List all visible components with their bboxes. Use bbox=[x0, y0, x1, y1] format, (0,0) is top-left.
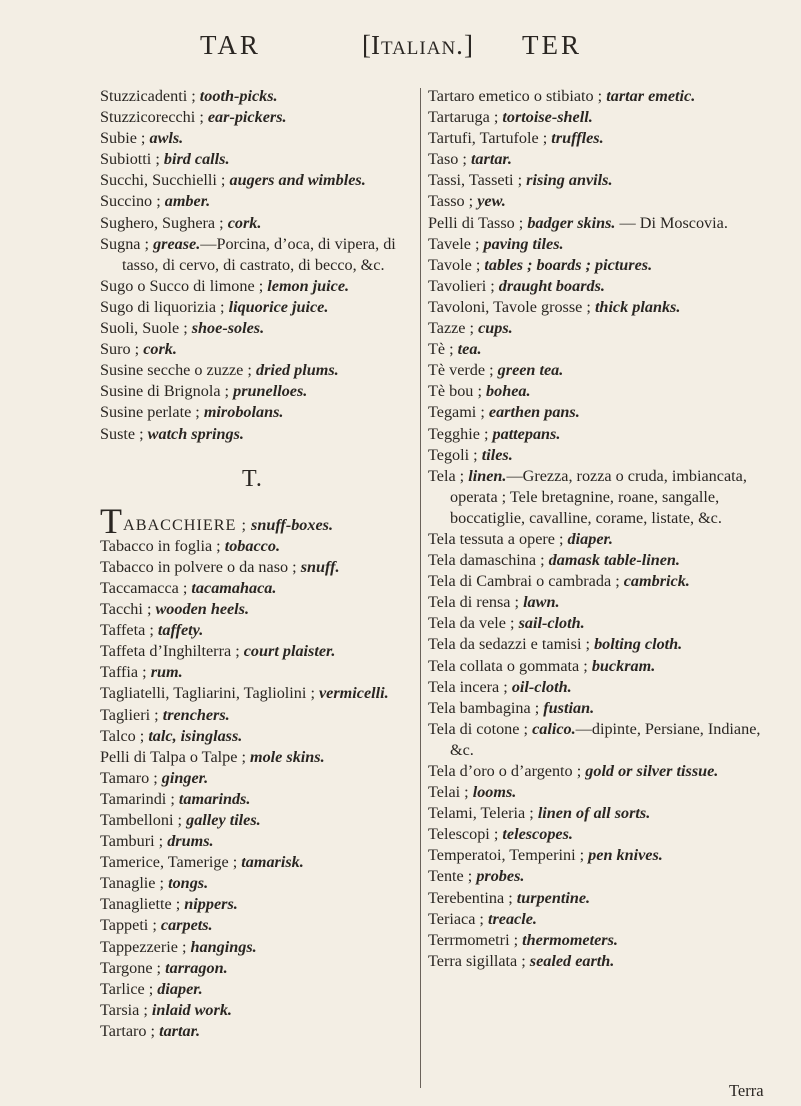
english-term: trenchers. bbox=[162, 705, 230, 724]
dictionary-entry bbox=[428, 529, 773, 550]
dictionary-entry bbox=[428, 445, 773, 466]
section-first-entry bbox=[100, 500, 405, 541]
english-term: turpentine. bbox=[516, 888, 591, 907]
english-term: sail-cloth. bbox=[518, 614, 585, 633]
italian-term: Succhi, Succhielli ; bbox=[100, 171, 226, 190]
italian-term: Sugo di liquorizia ; bbox=[100, 297, 225, 316]
english-term: pen knives. bbox=[588, 846, 663, 865]
header-right: TER bbox=[522, 30, 582, 60]
italian-term: Tela d’oro o d’argento ; bbox=[428, 762, 582, 780]
drop-cap: T bbox=[100, 500, 122, 541]
dictionary-entry bbox=[428, 656, 773, 677]
dictionary-entry bbox=[100, 213, 405, 234]
entry-note: —Porcina, d’oca, di vipera, di tasso, di cervo, di castrato, di becco, &c. bbox=[122, 234, 396, 274]
english-term: snuff. bbox=[300, 557, 340, 576]
dictionary-entry bbox=[100, 768, 405, 789]
dictionary-entry bbox=[428, 951, 773, 972]
dictionary-entry bbox=[428, 845, 773, 866]
italian-term: Suro ; bbox=[100, 340, 140, 359]
italian-term: Tappeti ; bbox=[100, 916, 157, 935]
dictionary-entry bbox=[100, 297, 405, 318]
english-term: rising anvils. bbox=[526, 171, 613, 190]
english-term: tartar emetic. bbox=[606, 87, 696, 105]
dictionary-entry bbox=[428, 170, 773, 191]
dictionary-entry bbox=[100, 810, 405, 831]
dictionary-entry bbox=[100, 86, 405, 107]
dictionary-entry bbox=[100, 958, 405, 979]
italian-term: Telami, Teleria ; bbox=[428, 804, 534, 823]
dictionary-entry bbox=[100, 191, 405, 212]
dictionary-entry bbox=[100, 170, 405, 191]
italian-term: Taffeta ; bbox=[100, 621, 154, 640]
english-term: amber. bbox=[164, 192, 211, 211]
english-term: tobacco. bbox=[224, 536, 281, 555]
catchword: Terra bbox=[729, 1081, 764, 1100]
italian-term: Tela collata o gommata ; bbox=[428, 656, 588, 675]
section-letter: T. bbox=[242, 465, 263, 492]
dictionary-entry bbox=[100, 128, 405, 149]
italian-term: Suoli, Suole ; bbox=[100, 319, 188, 338]
dictionary-entry bbox=[428, 255, 773, 276]
dictionary-entry bbox=[100, 578, 405, 599]
italian-term: Tanaglie ; bbox=[100, 874, 165, 893]
english-term: cork. bbox=[143, 340, 177, 359]
italian-term: Tavole ; bbox=[428, 255, 481, 274]
dictionary-entry bbox=[428, 424, 773, 445]
dictionary-entry bbox=[428, 339, 773, 360]
english-term: cups. bbox=[478, 319, 513, 338]
italian-term: Taccamacca ; bbox=[100, 578, 188, 597]
italian-term: Tartaro ; bbox=[100, 1021, 156, 1040]
dictionary-entry bbox=[428, 86, 773, 107]
italian-term: Sugna ; bbox=[100, 234, 150, 253]
dictionary-entry bbox=[100, 979, 405, 1000]
english-term: telescopes. bbox=[502, 825, 573, 844]
dictionary-entry bbox=[428, 466, 773, 529]
first-entry-english: snuff-boxes. bbox=[251, 515, 334, 534]
english-term: calico. bbox=[532, 719, 576, 738]
italian-term: Teriaca ; bbox=[428, 909, 484, 928]
english-term: draught boards. bbox=[498, 276, 605, 295]
italian-term: Tamaro ; bbox=[100, 768, 158, 787]
dictionary-entry bbox=[428, 402, 773, 423]
dictionary-entry bbox=[428, 634, 773, 655]
english-term: bohea. bbox=[486, 382, 531, 401]
italian-term: Tassi, Tasseti ; bbox=[428, 171, 523, 190]
italian-term: Tela bambagina ; bbox=[428, 698, 540, 717]
english-term: dried plums. bbox=[255, 361, 339, 380]
italian-term: Tabacco in polvere o da naso ; bbox=[100, 557, 297, 576]
english-term: augers and wimbles. bbox=[229, 171, 366, 190]
italian-term: Tabacco in foglia ; bbox=[100, 536, 221, 555]
italian-term: Stuzzicorecchi ; bbox=[100, 108, 204, 127]
dictionary-entry bbox=[100, 318, 405, 339]
italian-term: Taso ; bbox=[428, 150, 467, 169]
italian-term: Temperatoi, Temperini ; bbox=[428, 846, 585, 865]
left-entries-after bbox=[100, 536, 405, 1042]
italian-term: Taffeta d’Inghilterra ; bbox=[100, 642, 240, 661]
english-term: looms. bbox=[472, 783, 517, 802]
english-term: liquorice juice. bbox=[228, 297, 329, 316]
italian-term: Suste ; bbox=[100, 424, 144, 443]
dictionary-entry bbox=[428, 719, 773, 761]
dictionary-entry bbox=[100, 1021, 405, 1042]
dictionary-entry bbox=[100, 915, 405, 936]
english-term: buckram. bbox=[591, 656, 656, 675]
english-term: sealed earth. bbox=[529, 951, 615, 970]
english-term: drums. bbox=[167, 832, 214, 851]
dictionary-entry bbox=[428, 824, 773, 845]
dictionary-entry bbox=[428, 909, 773, 930]
italian-term: Tasso ; bbox=[428, 192, 474, 211]
italian-term: Tarsia ; bbox=[100, 1000, 148, 1019]
english-term: tongs. bbox=[168, 874, 209, 893]
dictionary-entry bbox=[428, 550, 773, 571]
italian-term: Tegami ; bbox=[428, 403, 485, 422]
right-entries bbox=[428, 86, 773, 972]
english-term: vermicelli. bbox=[319, 684, 389, 703]
dictionary-entry bbox=[100, 360, 405, 381]
dictionary-entry bbox=[428, 213, 773, 234]
english-term: shoe-soles. bbox=[191, 319, 265, 338]
entry-note: —Grezza, rozza o cruda, imbiancata, operata ; Tele bretagnine, roane, sangalle, boccatiglie, cavalline, corame, listate, &c. bbox=[450, 466, 747, 527]
english-term: probes. bbox=[476, 867, 525, 886]
dictionary-entry bbox=[428, 191, 773, 212]
english-term: tables ; boards ; pictures. bbox=[484, 255, 653, 274]
italian-term: Tela tessuta a opere ; bbox=[428, 529, 564, 548]
english-term: gold or silver tissue. bbox=[585, 762, 719, 780]
dictionary-entry bbox=[100, 339, 405, 360]
dictionary-entry bbox=[428, 803, 773, 824]
dictionary-entry bbox=[428, 866, 773, 887]
italian-term: Telai ; bbox=[428, 783, 469, 802]
english-term: grease. bbox=[153, 234, 201, 253]
entry-note: — Di Moscovia. bbox=[615, 213, 728, 232]
dictionary-entry bbox=[428, 782, 773, 803]
italian-term: Tavoloni, Tavole grosse ; bbox=[428, 297, 591, 316]
dictionary-entry bbox=[100, 873, 405, 894]
italian-term: Tamburi ; bbox=[100, 832, 164, 851]
italian-term: Tela ; bbox=[428, 466, 465, 485]
english-term: linen of all sorts. bbox=[537, 804, 651, 823]
english-term: diaper. bbox=[567, 529, 613, 548]
dictionary-entry bbox=[100, 747, 405, 768]
english-term: watch springs. bbox=[147, 424, 244, 443]
dictionary-entry bbox=[428, 276, 773, 297]
english-term: mirobolans. bbox=[203, 403, 284, 422]
english-term: cork. bbox=[227, 213, 262, 232]
column-divider bbox=[420, 88, 421, 1088]
dictionary-entry bbox=[100, 831, 405, 852]
italian-term: Tè verde ; bbox=[428, 361, 494, 380]
english-term: tea. bbox=[457, 340, 482, 359]
dictionary-entry bbox=[428, 698, 773, 719]
english-term: tartar. bbox=[470, 150, 512, 169]
english-term: talc, isinglass. bbox=[148, 726, 243, 745]
dictionary-entry bbox=[100, 726, 405, 747]
italian-term: Tè bou ; bbox=[428, 382, 482, 401]
left-column bbox=[100, 86, 405, 1042]
dictionary-entry bbox=[428, 149, 773, 170]
dictionary-entry bbox=[100, 557, 405, 578]
italian-term: Succino ; bbox=[100, 192, 161, 211]
dictionary-entry bbox=[428, 107, 773, 128]
dictionary-entry bbox=[428, 297, 773, 318]
italian-term: Tappezzerie ; bbox=[100, 937, 187, 956]
english-term: bird calls. bbox=[163, 150, 230, 169]
english-term: hangings. bbox=[190, 937, 257, 956]
dictionary-entry bbox=[428, 571, 773, 592]
running-header bbox=[0, 30, 801, 70]
header-bracket-open: [ bbox=[362, 30, 371, 60]
english-term: damask table-linen. bbox=[548, 551, 680, 570]
english-term: pattepans. bbox=[492, 424, 561, 443]
italian-term: Tela da sedazzi e tamisi ; bbox=[428, 635, 591, 654]
english-term: prunelloes. bbox=[233, 382, 308, 401]
dictionary-entry bbox=[100, 599, 405, 620]
english-term: green tea. bbox=[497, 361, 564, 380]
english-term: lawn. bbox=[523, 593, 560, 612]
english-term: taffety. bbox=[157, 621, 204, 640]
italian-term: Tè ; bbox=[428, 340, 454, 359]
english-term: tooth-picks. bbox=[199, 87, 278, 105]
italian-term: Tela di cotone ; bbox=[428, 719, 529, 738]
italian-term: Tambelloni ; bbox=[100, 811, 183, 829]
english-term: treacle. bbox=[487, 909, 537, 928]
dictionary-entry bbox=[428, 888, 773, 909]
english-term: bolting cloth. bbox=[594, 635, 683, 654]
header-center-label: Italian. bbox=[371, 30, 464, 60]
italian-term: Tamarindi ; bbox=[100, 789, 175, 808]
header-left: TAR bbox=[200, 30, 261, 60]
dictionary-entry bbox=[100, 424, 405, 445]
italian-term: Tela di rensa ; bbox=[428, 593, 520, 612]
italian-term: Terra sigillata ; bbox=[428, 951, 526, 970]
english-term: ear-pickers. bbox=[207, 108, 287, 127]
dictionary-entry bbox=[100, 234, 405, 276]
english-term: nippers. bbox=[184, 895, 238, 914]
italian-term: Tegghie ; bbox=[428, 424, 489, 443]
english-term: cambrick. bbox=[623, 572, 690, 591]
italian-term: Taglieri ; bbox=[100, 705, 159, 724]
english-term: mole skins. bbox=[250, 747, 325, 766]
dictionary-entry bbox=[428, 677, 773, 698]
english-term: oil-cloth. bbox=[511, 677, 572, 696]
dictionary-entry bbox=[100, 1000, 405, 1021]
italian-term: Subie ; bbox=[100, 129, 146, 148]
italian-term: Terebentina ; bbox=[428, 888, 513, 907]
italian-term: Taffia ; bbox=[100, 663, 147, 682]
italian-term: Tavolieri ; bbox=[428, 276, 495, 295]
dictionary-entry bbox=[100, 402, 405, 423]
italian-term: Terrmometri ; bbox=[428, 930, 519, 949]
italian-term: Tacchi ; bbox=[100, 600, 152, 619]
italian-term: Tartufi, Tartufole ; bbox=[428, 129, 548, 148]
dictionary-entry bbox=[100, 620, 405, 641]
dictionary-entry bbox=[428, 930, 773, 951]
english-term: wooden heels. bbox=[155, 600, 250, 619]
dictionary-entry bbox=[100, 683, 405, 704]
italian-term: Tanagliette ; bbox=[100, 895, 181, 914]
english-term: yew. bbox=[477, 192, 506, 211]
english-term: tiles. bbox=[481, 445, 513, 464]
dictionary-entry bbox=[100, 149, 405, 170]
italian-term: Tente ; bbox=[428, 867, 473, 886]
english-term: fustian. bbox=[543, 698, 595, 717]
italian-term: Sughero, Sughera ; bbox=[100, 213, 224, 232]
header-center bbox=[362, 30, 473, 61]
italian-term: Tavele ; bbox=[428, 234, 480, 253]
dictionary-entry bbox=[100, 937, 405, 958]
english-term: diaper. bbox=[157, 979, 203, 998]
italian-term: Sugo o Succo di limone ; bbox=[100, 276, 264, 295]
english-term: paving tiles. bbox=[483, 234, 564, 253]
dictionary-entry bbox=[100, 852, 405, 873]
italian-term: Tamerice, Tamerige ; bbox=[100, 853, 238, 872]
italian-term: Tela damaschina ; bbox=[428, 551, 545, 570]
dictionary-entry bbox=[100, 641, 405, 662]
italian-term: Tela da vele ; bbox=[428, 614, 515, 633]
dictionary-entry bbox=[428, 613, 773, 634]
dictionary-entry bbox=[428, 360, 773, 381]
english-term: court plaister. bbox=[243, 642, 336, 661]
italian-term: Tela incera ; bbox=[428, 677, 508, 696]
dictionary-entry bbox=[428, 234, 773, 255]
header-bracket-close: ] bbox=[463, 30, 473, 60]
italian-term: Telescopi ; bbox=[428, 825, 499, 844]
italian-term: Tela di Cambrai o cambrada ; bbox=[428, 572, 620, 591]
italian-term: Subiotti ; bbox=[100, 150, 160, 169]
english-term: linen. bbox=[468, 466, 507, 485]
dictionary-entry bbox=[100, 276, 405, 297]
entry-note: —dipinte, Persiane, Indiane, &c. bbox=[450, 719, 761, 759]
dictionary-entry bbox=[100, 705, 405, 726]
italian-term: Targone ; bbox=[100, 958, 162, 977]
first-entry-italian: ABACCHIERE ; bbox=[123, 515, 247, 534]
dictionary-entry bbox=[100, 381, 405, 402]
dictionary-entry bbox=[100, 789, 405, 810]
english-term: inlaid work. bbox=[151, 1000, 232, 1019]
english-term: thick planks. bbox=[594, 297, 681, 316]
italian-term: Tartaruga ; bbox=[428, 108, 499, 127]
english-term: carpets. bbox=[160, 916, 213, 935]
english-term: tamarisk. bbox=[241, 853, 304, 872]
dictionary-entry bbox=[428, 318, 773, 339]
english-term: tortoise-shell. bbox=[502, 108, 593, 127]
dictionary-entry bbox=[100, 107, 405, 128]
english-term: rum. bbox=[150, 663, 183, 682]
italian-term: Pelli di Talpa o Talpe ; bbox=[100, 747, 246, 766]
italian-term: Pelli di Tasso ; bbox=[428, 213, 524, 232]
italian-term: Tazze ; bbox=[428, 319, 475, 338]
dictionary-entry bbox=[428, 592, 773, 613]
italian-term: Tagliatelli, Tagliarini, Tagliolini ; bbox=[100, 684, 315, 703]
italian-term: Tegoli ; bbox=[428, 445, 478, 464]
italian-term: Tarlice ; bbox=[100, 979, 154, 998]
italian-term: Susine perlate ; bbox=[100, 403, 200, 422]
right-column bbox=[428, 86, 773, 972]
english-term: galley tiles. bbox=[186, 811, 261, 829]
english-term: truffles. bbox=[551, 129, 604, 148]
english-term: badger skins. bbox=[527, 213, 616, 232]
dictionary-entry bbox=[428, 128, 773, 149]
dictionary-entry bbox=[428, 761, 773, 782]
left-entries-before bbox=[100, 86, 405, 445]
italian-term: Stuzzicadenti ; bbox=[100, 87, 196, 105]
english-term: earthen pans. bbox=[488, 403, 580, 422]
dictionary-entry bbox=[100, 536, 405, 557]
italian-term: Talco ; bbox=[100, 726, 145, 745]
english-term: tacamahaca. bbox=[191, 578, 277, 597]
english-term: tartar. bbox=[159, 1021, 201, 1040]
dictionary-entry bbox=[100, 894, 405, 915]
english-term: awls. bbox=[149, 129, 184, 148]
english-term: tarragon. bbox=[165, 958, 228, 977]
english-term: thermometers. bbox=[522, 930, 618, 949]
english-term: tamarinds. bbox=[178, 789, 251, 808]
dictionary-entry bbox=[100, 662, 405, 683]
dictionary-entry bbox=[428, 381, 773, 402]
italian-term: Susine secche o zuzze ; bbox=[100, 361, 252, 380]
english-term: lemon juice. bbox=[267, 276, 350, 295]
italian-term: Tartaro emetico o stibiato ; bbox=[428, 87, 603, 105]
italian-term: Susine di Brignola ; bbox=[100, 382, 230, 401]
english-term: ginger. bbox=[161, 768, 209, 787]
